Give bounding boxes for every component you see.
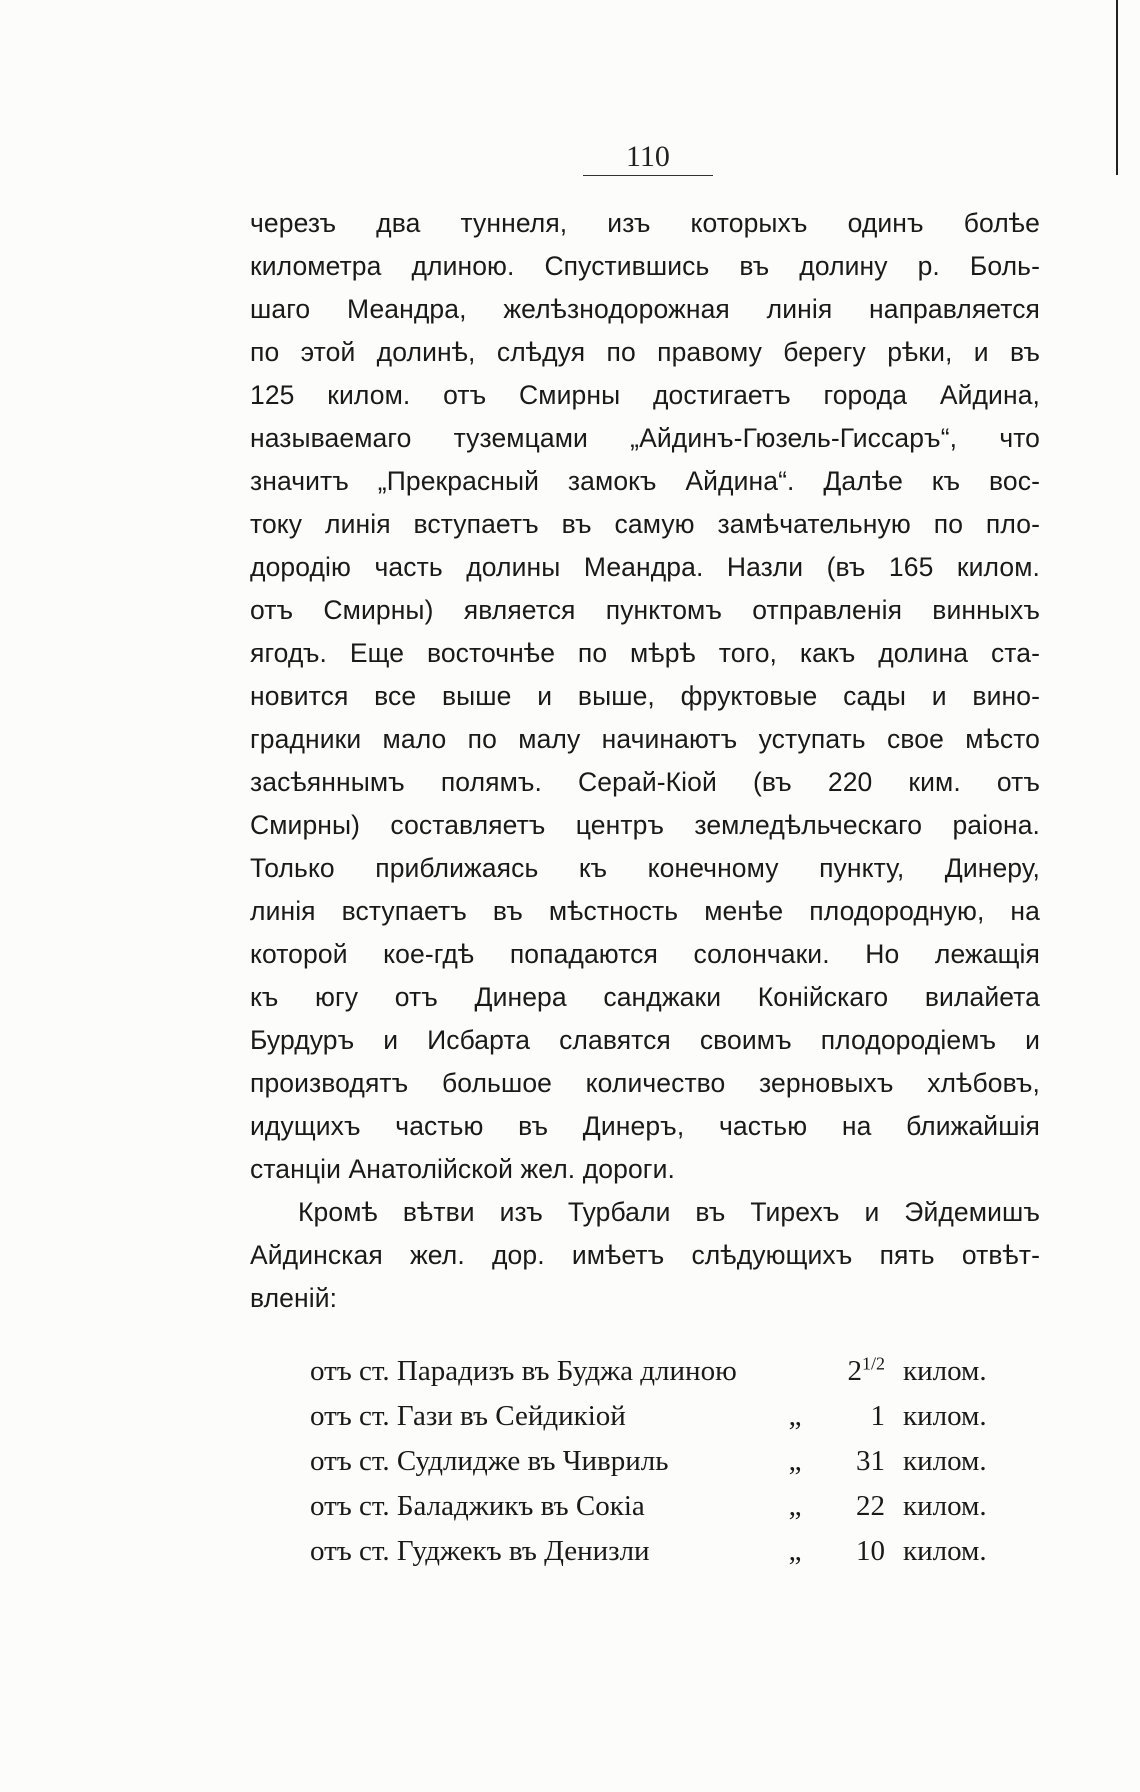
ditto-mark: „ <box>788 1535 802 1567</box>
branch-row <box>310 1349 1030 1394</box>
fraction-numerator: 1 <box>861 1353 871 1374</box>
text-line: черезъ два туннеля, изъ которыхъ одинъ болѣе <box>250 208 1040 238</box>
page-number-underline <box>583 175 713 176</box>
text-line: шаго Меандра, желѣзнодорожная линія направляется <box>250 294 1040 324</box>
page-number: 110 <box>626 140 670 173</box>
branch-unit: килом. <box>903 1445 987 1477</box>
text-line: къ югу отъ Динера санджаки Конійскаго вилайета <box>250 982 1040 1012</box>
text-line: значитъ „Прекрасный замокъ Айдина“. Далѣе къ вос- <box>250 466 1040 496</box>
branch-row <box>310 1394 1030 1439</box>
branch-unit: килом. <box>903 1535 987 1567</box>
branch-list <box>310 1349 1030 1574</box>
text-line: идущихъ частью въ Динеръ, частью на ближайшія <box>250 1111 1040 1141</box>
branch-row <box>310 1439 1030 1484</box>
text-line: которой кое-гдѣ попадаются солончаки. Но лежащія <box>250 939 1040 969</box>
branch-route: отъ ст. Баладжикъ въ Сокіа <box>310 1490 645 1522</box>
text-line: Только приближаясь къ конечному пункту, Динеру, <box>250 853 1040 883</box>
text-line: дородію часть долины Меандра. Назли (въ 165 килом. <box>250 552 1040 582</box>
branch-distance: 22 <box>856 1490 885 1522</box>
paragraph-first-line: Кромѣ вѣтви изъ Турбали въ Тирехъ и Эйдемишъ <box>298 1197 1040 1227</box>
branch-unit: килом. <box>903 1490 987 1522</box>
branch-route: отъ ст. Парадизъ въ Буджа длиною <box>310 1355 737 1387</box>
branch-row <box>310 1529 1030 1574</box>
branch-route: отъ ст. Гуджекъ въ Денизли <box>310 1535 650 1567</box>
text-line: отъ Смирны) является пунктомъ отправленія винныхъ <box>250 595 1040 625</box>
distance-whole: 2 <box>847 1355 862 1387</box>
text-line: засѣяннымъ полямъ. Серай-Кіой (въ 220 ким. отъ <box>250 767 1040 797</box>
ditto-mark <box>775 1349 815 1394</box>
text-line: вленій: <box>250 1283 338 1313</box>
text-line: току линія вступаетъ въ самую замѣчательную по пло- <box>250 509 1040 539</box>
text-line: производятъ большое количество зерновыхъ хлѣбовъ, <box>250 1068 1040 1098</box>
distance-fraction: 1/2 <box>861 1353 885 1374</box>
branch-distance: 10 <box>856 1535 885 1567</box>
branch-unit: килом. <box>903 1355 987 1387</box>
branch-route: отъ ст. Судлидже въ Чивриль <box>310 1445 669 1477</box>
text-line: линія вступаетъ въ мѣстность менѣе плодородную, на <box>250 896 1040 926</box>
text-line: километра длиною. Спустившись въ долину р. Боль- <box>250 251 1040 281</box>
text-line: Смирны) составляетъ центръ земледѣльческаго раіона. <box>250 810 1040 840</box>
text-line: Бурдуръ и Исбарта славятся своимъ плодородіемъ и <box>250 1025 1040 1055</box>
fraction-denominator: 2 <box>876 1353 885 1374</box>
branch-row <box>310 1484 1030 1529</box>
text-line: градники мало по малу начинаютъ уступать свое мѣсто <box>250 724 1040 754</box>
text-line: называемаго туземцами „Айдинъ-Гюзель-Гиссаръ“, что <box>250 423 1040 453</box>
body-text <box>250 202 1040 1320</box>
text-line: ягодъ. Еще восточнѣе по мѣрѣ того, какъ долина ста- <box>250 638 1040 668</box>
branch-distance: 1 <box>870 1400 885 1432</box>
scan-edge-rule <box>1116 0 1118 175</box>
ditto-mark: „ <box>788 1400 802 1432</box>
ditto-mark: „ <box>788 1445 802 1477</box>
text-line: Айдинская жел. дор. имѣетъ слѣдующихъ пять отвѣт- <box>250 1240 1040 1270</box>
ditto-mark: „ <box>788 1490 802 1522</box>
text-line: 125 килом. отъ Смирны достигаетъ города Айдина, <box>250 380 1040 410</box>
branch-unit: килом. <box>903 1400 987 1432</box>
branch-route: отъ ст. Гази въ Сейдикіой <box>310 1400 626 1432</box>
text-line: новится все выше и выше, фруктовые сады и вино- <box>250 681 1040 711</box>
branch-distance <box>815 1349 903 1394</box>
text-line: по этой долинѣ, слѣдуя по правому берегу рѣки, и въ <box>250 337 1040 367</box>
branch-distance: 31 <box>856 1445 885 1477</box>
text-line: станціи Анатолійской жел. дороги. <box>250 1154 675 1184</box>
